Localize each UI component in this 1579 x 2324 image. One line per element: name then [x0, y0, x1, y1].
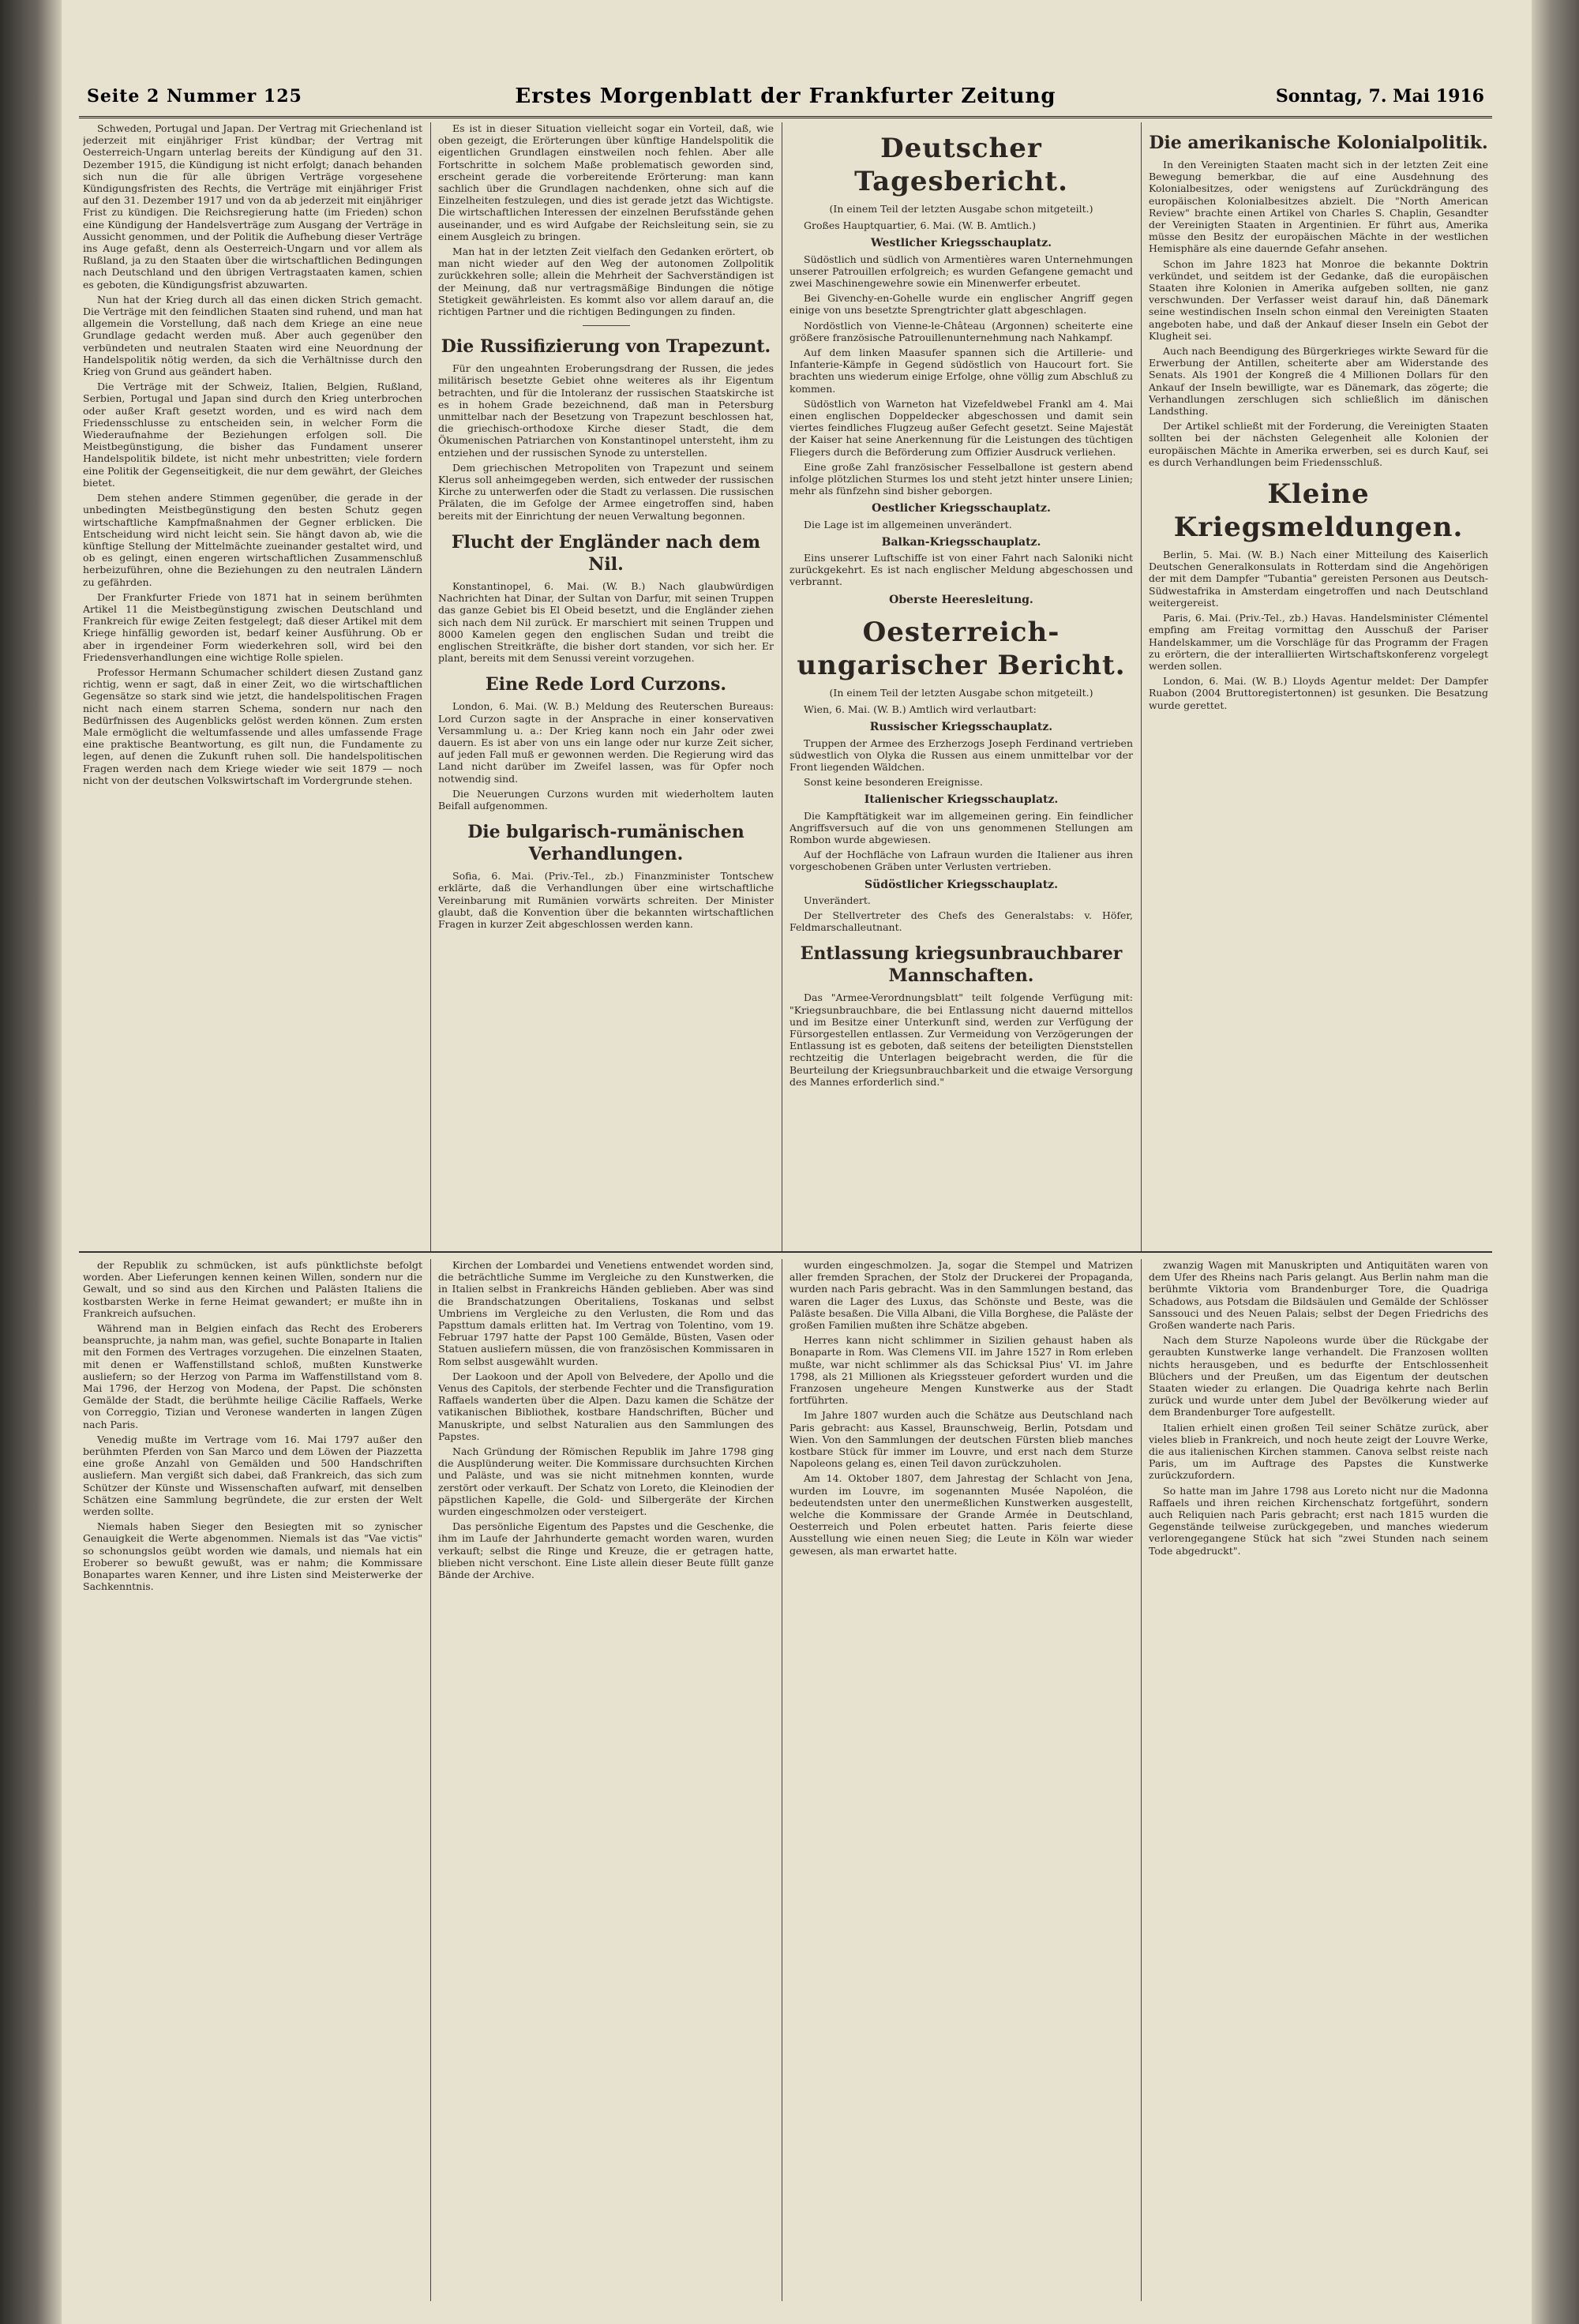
- issue-date: Sonntag, 7. Mai 1916: [1275, 86, 1484, 107]
- headline-bulgarisch: Die bulgarisch-rumänischen Verhandlungen.: [467, 822, 744, 865]
- dateline: Großes Hauptquartier, 6. Mai. (W. B. Amtlich.): [804, 219, 1037, 232]
- article-paragraph: Im Jahre 1807 wurden auch die Schätze aus Deutschland nach Paris gebracht: aus Kassel, Braunschweig, Berlin, Potsdam und Wien. Von den Sammlungen der deutschen Fürsten blieb manches kostbare Stück für immer im Louvre, und erst nach dem Sturze Napoleons gelang es, einen Teil davon zurückzuholen.: [790, 1409, 1133, 1470]
- article-paragraph: Man hat in der letzten Zeit vielfach den Gedanken erörtert, ob man nicht wieder auf den Weg der autonomen Zollpolitik zurückkehren solle; allein die Mehrheit der Sachverständigen ist der Meinung, daß nur vertragsmäßige Bindungen die nötige Stetigkeit gewährleisten. Es kommt also vor allem darauf an, die richtigen Partner und die richtigen Bedingungen zu finden.: [438, 246, 774, 318]
- article-paragraph: Auch nach Beendigung des Bürgerkrieges wirkte Seward für die Erwerbung der Antillen, scheiterte aber am Widerstande des Senats. Als 1901 der Kongreß die 4 Millionen Dollars für den Ankauf der Inseln bewilligte, war es Dänemark, das zögerte; die Verhandlungen zerschlugen sich schließlich im dänischen Landsthing.: [1149, 345, 1488, 418]
- page-number: Seite 2 Nummer 125: [87, 86, 302, 107]
- column-rule: [1141, 122, 1142, 1251]
- article-paragraph: Schweden, Portugal und Japan. Der Vertrag mit Griechenland ist jederzeit mit einjähriger Frist kündbar; der Vertrag mit Oesterreich-Ungarn unterlag bereits der Kündigung auf den 31. Dezember 1915, die Kündigung ist nicht erfolgt; danach behanden sich nun die für alle übrigen Verträge vorgesehene Kündigungsfristen des Rechts, die Verträge mit einjähriger Frist auf den 31. Dezember 1917 und von da ab jederzeit mit einjähriger Frist zu kündigen. Die Reichsregierung hatte (im Frieden) schon eine Kündigung der Handelsverträge zum Ausgang der Verträge in Aussicht genommen, und der Politik die Aufhebung dieser Verträge ins Auge gefaßt, denn als Oesterreich-Ungarn und vor allem als Rußland, ja zu den Staaten über die wirtschaftlichen Bedingungen nach Deutschland und den übrigen Vertragstaaten kamen, schien es geboten, die Kündigungsfrist abzuwarten.: [83, 122, 422, 290]
- article-paragraph: Professor Hermann Schumacher schildert diesen Zustand ganz richtig, wenn er sagt, daß in einer Zeit, wo die wirtschaftlichen Gegensätze so stark sind wie jetzt, die handelspolitischen Fragen nicht nach einem starren Schema, sondern nur nach den Bedürfnissen des Augenblicks gelöst werden können. Zum ersten Male ermöglicht die weltumfassende und alles umfassende Frage eine praktische Beantwortung, es gilt nun, die Fundamente zu legen, auf denen die Zukunft ruhen soll. Die handelspolitischen Fragen werden nach dem Kriege wieder wie seit 1879 — noch nicht von der deutschen Volkswirtschaft im Vordergrunde stehen.: [83, 665, 422, 786]
- section-russisch: Russischer Kriegsschauplatz.: [869, 721, 1053, 734]
- article-paragraph: Nach Gründung der Römischen Republik im Jahre 1798 ging die Ausplünderung weiter. Die Kommissare durchsuchten Kirchen und Paläste, und was sie nicht mitnehmen konnten, wurde zerstört oder verkauft. Der Schatz von Loreto, die Kleinodien der päpstlichen Kapelle, die Gold- und Silbergeräte der Kirchen wurden eingeschmolzen oder versteigert.: [438, 1445, 774, 1518]
- article-paragraph: Für den ungeahnten Eroberungsdrang der Russen, die jedes militärisch besetzte Gebiet ohne weiteres als ihr Eigentum betrachten, und für die Intoleranz der russischen Staatskirche ist es in hohem Grade bezeichnend, daß man in Petersburg unmittelbar nach der Besetzung von Trapezunt beschlossen hat, die griechisch-orthodoxe Kirche dieser Stadt, die dem Ökumenischen Patriarchen von Konstantinopel untersteht, ihm zu entziehen und der russischen Synode zu unterstellen.: [438, 362, 774, 459]
- feuilleton-rule: [79, 1251, 1492, 1253]
- article-paragraph: Südöstlich und südlich von Armentières waren Unternehmungen unserer Patrouillen erfolgreich; es wurden Gefangene gemacht und zwei Maschinengewehre sowie ein Minenwerfer erbeutet.: [790, 253, 1133, 290]
- article-paragraph: Schon im Jahre 1823 hat Monroe die bekannte Doktrin verkündet, und seitdem ist der Gedanke, daß die europäischen Staaten ihre Kolonien in Amerika aufgeben sollten, nie ganz verschwunden. Der Verfasser weist darauf hin, daß Dänemark seine westindischen Inseln schon einmal den Vereinigten Staaten angeboten habe, und daß der Ankauf dieser Inseln ein Gebot der Klugheit sei.: [1149, 257, 1488, 342]
- newspaper-sheet: [79, 75, 1492, 2317]
- signature: Oberste Heeresleitung.: [889, 593, 1033, 606]
- article-paragraph: der Republik zu schmücken, ist aufs pünktlichste befolgt worden. Aber Lieferungen kennen keinen Willen, sondern nur die Gewalt, und so sind aus den Kirchen und Palästen Italiens die kostbarsten Werke in ferne Heimat gewandert; er mußte ihn in Frankreich aufsuchen.: [83, 1259, 422, 1319]
- article-paragraph: Die Neuerungen Curzons wurden mit wiederholtem lauten Beifall aufgenommen.: [438, 787, 774, 812]
- article-paragraph: Sonst keine besonderen Ereignisse.: [804, 776, 983, 789]
- article-paragraph: Die Lage ist im allgemeinen unverändert.: [804, 518, 1012, 530]
- column-4: [1149, 122, 1488, 1243]
- article-paragraph: Der Frankfurter Friede von 1871 hat in seinem berühmten Artikel 11 die Meistbegünstigung zwischen Deutschland und Frankreich für ewige Zeiten festgelegt; daß dieser Artikel mit dem Kriege hinfällig geworden ist, bedarf keiner Ausführung. Ob er aber in irgendeiner Form wiederkehren soll, wird bei den Friedensverhandlungen eine wichtige Rolle spielen.: [83, 590, 422, 663]
- newspaper-title: Erstes Morgenblatt der Frankfurter Zeitung: [515, 84, 1056, 108]
- headline-tagesbericht: Deutscher Tagesbericht.: [854, 133, 1068, 197]
- article-paragraph: Der Laokoon und der Apoll von Belvedere, der Apollo und die Venus des Capitols, der sterbende Fechter und die Transfiguration Raffaels wanderten über die Alpen. Dazu kamen die Schätze der vatikanischen Bibliothek, kostbare Handschriften, Bücher und Manuskripte, und selbst Naturalien aus den Sammlungen des Papstes.: [438, 1370, 774, 1442]
- article-paragraph: Das persönliche Eigentum des Papstes und die Geschenke, die ihm im Laufe der Jahrhunderte gemacht worden waren, wurden verkauft; selbst die Ringe und Kreuze, die er getragen hatte, blieben nicht verschont. Eine Liste allein dieser Beute füllt ganze Bände der Archive.: [438, 1520, 774, 1581]
- article-paragraph: Nordöstlich von Vienne-le-Château (Argonnen) scheiterte eine größere französische Patrouillenunternehmung nach Nahkampf.: [790, 319, 1133, 343]
- article-paragraph: Paris, 6. Mai. (Priv.-Tel., zb.) Havas. Handelsminister Clémentel empfing am Freitag vormittag den Ausschuß der Pariser Handelskammer, um die Vorschläge für das Programm der Fragen zu erörtern, die der interalliierten Wirtschaftskonferenz vorgelegt werden sollen.: [1149, 612, 1488, 672]
- article-paragraph: Kirchen der Lombardei und Venetiens entwendet worden sind, die beträchtliche Summe im Vergleiche zu den Kunstwerken, die in Italien selbst in Frankreichs Händen geblieben. Aber was sind die Brandschatzungen Oberitaliens, Toskanas und selbst Umbriens im Vergleiche zu den Verlusten, die Rom und das Papsttum damals erlitten hat. Im Vertrag von Tolentino, vom 19. Februar 1797 hatte der Papst 100 Gemälde, Büsten, Vasen oder Statuen ausliefern müssen, die von französischen Kommissaren in Rom selbst ausgewählt wurden.: [438, 1259, 774, 1367]
- section-balkan: Balkan-Kriegsschauplatz.: [881, 535, 1041, 549]
- headline-oesterreich: Oesterreich-ungarischer Bericht.: [797, 616, 1126, 681]
- article-paragraph: Nun hat der Krieg durch all das einen dicken Strich gemacht. Die Verträge mit den feindlichen Staaten sind ruhend, und man hat allgemein die Vorstellung, daß nach dem Kriege an eine neue Grundlage gedacht werden muß. Aber auch gegenüber den verbündeten und neutralen Staaten wird eine Neuordnung der Handelspolitik nötig werden, da sich die Verhältnisse durch den Krieg von Grund aus geändert haben.: [83, 293, 422, 378]
- article-paragraph: Berlin, 5. Mai. (W. B.) Nach einer Mitteilung des Kaiserlich Deutschen Generalkonsulats in Rotterdam sind die Angehörigen der mit dem Dampfer "Tubantia" gereisten Personen aus Deutsch-Südwestafrika in Amsterdam eingetroffen und nach Deutschland weitergereist.: [1149, 549, 1488, 609]
- article-paragraph: So hatte man im Jahre 1798 aus Loreto nicht nur die Madonna Raffaels und ihren reichen Kirchenschatz fortgeführt, sondern auch Reliquien nach Paris gebracht; erst nach 1815 wurden die Gegenstände teilweise zurückgegeben, und manches wiederum verlorengegangene Stück hat sich "zwei Stunden nach seinem Tode abgedruckt".: [1149, 1484, 1488, 1557]
- article-paragraph: Die Verträge mit der Schweiz, Italien, Belgien, Rußland, Serbien, Portugal und Japan sind durch den Krieg unterbrochen oder außer Kraft gesetzt worden, und es wird nach dem Friedensschlusse zu entscheiden sein, in welcher Form die Wiederaufnahme der Beziehungen erfolgen soll. Die Meistbegünstigung, die bisher das Fundament unserer Handelspolitik bildete, ist nicht mehr unbestritten; viele fordern eine Politik der Gegenseitigkeit, die nur dem gewährt, der Gleiches bietet.: [83, 380, 422, 489]
- article-paragraph: Südöstlich von Warneton hat Vizefeldwebel Frankl am 4. Mai einen englischen Doppeldecker abgeschossen und damit sein viertes feindliches Flugzeug außer Gefecht gesetzt. Seine Majestät der Kaiser hat seine Anerkennung für die Leistungen des tüchtigen Fliegers durch die Beförderung zum Offizier Ausdruck verliehen.: [790, 397, 1133, 458]
- masthead: [79, 84, 1492, 118]
- article-paragraph: Am 14. Oktober 1807, dem Jahrestag der Schlacht von Jena, wurden im Louvre, im sogenannten Musée Napoléon, die bedeutendsten unter den unermeßlichen Kunstwerken ausgestellt, welche die Kommissare der Grande Armée in Deutschland, Oesterreich und Polen erbeutet hatten. Paris feierte diese Ausstellung wie einen neuen Sieg; die Leute in Köln war wieder gewesen, als man erwartet hatte.: [790, 1472, 1133, 1557]
- section-suedost: Südöstlicher Kriegsschauplatz.: [864, 878, 1058, 891]
- subline: (In einem Teil der letzten Ausgabe schon mitgeteilt.): [829, 203, 1093, 215]
- column-rule: [430, 1259, 431, 2301]
- article-paragraph: Herres kann nicht schlimmer in Sizilien gehaust haben als Bonaparte in Rom. Was Clemens VII. im Jahre 1527 in Rom erleben mußte, war nicht schlimmer als das Schicksal Pius' VI. im Jahre 1798, als 21 Millionen als Kriegssteuer gefordert wurden und die Franzosen ungeheure Mengen Kunstwerke aus der Stadt fortführten.: [790, 1334, 1133, 1407]
- binding-gutter: [0, 0, 62, 2324]
- article-paragraph: Italien erhielt einen großen Teil seiner Schätze zurück, aber vieles blieb in Frankreich, und noch heute zeigt der Louvre Werke, die aus italienischen Kirchen stammen. Canova selbst reiste nach Paris, um im Auftrage des Papstes die Kunstwerke zurückzufordern.: [1149, 1421, 1488, 1482]
- article-paragraph: Während man in Belgien einfach das Recht des Eroberers beanspruchte, ja nahm man, was gefiel, suchte Bonaparte in Italien mit den Formen des Vertrages vorzugehen. Die einzelnen Staaten, mit denen er Waffenstillstand schloß, mußten Kunstwerke ausliefern; so der Herzog von Parma im Waffenstillstand vom 8. Mai 1796, der Herzog von Modena, der Papst. Die schönsten Gemälde der Stadt, die berühmte heilige Cäcilie Raffaels, Werke von Correggio, Tizian und Veronese wanderten in langen Zügen nach Paris.: [83, 1322, 422, 1430]
- headline-curzon: Eine Rede Lord Curzons.: [485, 674, 727, 695]
- page-edge: [1532, 0, 1579, 2324]
- article-paragraph: Bei Givenchy-en-Gohelle wurde ein englischer Angriff gegen einige von uns besetzte Sprengtrichter glatt abgeschlagen.: [790, 292, 1133, 317]
- section-italien: Italienischer Kriegsschauplatz.: [864, 793, 1059, 807]
- article-paragraph: zwanzig Wagen mit Manuskripten und Antiquitäten waren von dem Ufer des Rheins nach Paris gelangt. Aus Berlin nahm man die berühmte Viktoria vom Brandenburger Tore, die Quadriga Schadows, aus Potsdam die Bildsäulen und Gemälde der Schlösser Sanssouci und des Neuen Palais; selbst der Degen Friedrichs des Großen wanderte nach Paris.: [1149, 1259, 1488, 1332]
- column-1: [83, 122, 422, 1243]
- feuilleton-column-3: [790, 1259, 1133, 2293]
- headline-kriegsmeldungen: Kleine Kriegsmeldungen.: [1173, 478, 1464, 544]
- article-paragraph: Die Kampftätigkeit war im allgemeinen gering. Ein feindlicher Angriffsversuch auf die von uns genommenen Stellungen am Rombon wurde abgewiesen.: [790, 809, 1133, 845]
- feuilleton-column-2: [438, 1259, 774, 2293]
- feuilleton-column-1: [83, 1259, 422, 2293]
- article-paragraph: Sofia, 6. Mai. (Priv.-Tel., zb.) Finanzminister Tontschew erklärte, daß die Verhandlungen über eine wirtschaftliche Vereinbarung mit Rumänien vorwärts schreiten. Der Minister glaubt, daß die Konvention über die bekannten wirtschaftlichen Fragen in kurzer Zeit abgeschlossen werden kann.: [438, 870, 774, 930]
- article-paragraph: Es ist in dieser Situation vielleicht sogar ein Vorteil, daß, wie oben gezeigt, die Erörterungen über künftige Handelspolitik die eigentlichen Grundlagen einstweilen noch fehlen. Aber alle Fortschritte in solchem Maße problematisch geworden sind, erscheint gerade die vorbereitende Erörterung: man kann sachlich über die Grundlagen nachdenken, ohne sich auf die Einzelheiten festzulegen, und dies ist gerade jetzt das Wichtigste. Die wirtschaftlichen Interessen der einzelnen Berufsstände gehen auseinander, und es wird Aufgabe der Reichsleitung sein, sie zu einem Ausgleich zu bringen.: [438, 122, 774, 242]
- article-paragraph: Eine große Zahl französischer Fesselballone ist gestern abend infolge plötzlichen Sturmes los und steht jetzt hinter unsere Linien; mehr als fünfzehn sind bisher geborgen.: [790, 460, 1133, 497]
- section-west: Westlicher Kriegsschauplatz.: [870, 237, 1052, 250]
- article-paragraph: Der Artikel schließt mit der Forderung, die Vereinigten Staaten sollten bei der nächsten Gelegenheit alle Kolonien der europäischen Mächte in Amerika erwerben, sei es durch Kauf, sei es durch Verhandlungen beim Friedensschluß.: [1149, 420, 1488, 468]
- article-paragraph: Konstantinopel, 6. Mai. (W. B.) Nach glaubwürdigen Nachrichten hat Dinar, der Sultan von Darfur, mit seinen Truppen das ganze Gebiet bis El Obeid besetzt, und die Engländer ziehen sich nach dem Nil zurück. Er marschiert mit seinen Truppen und 8000 Kamelen gegen den englischen Sudan und treibt die englischen Streitkräfte, die bisher dort standen, vor sich her. Er plant, bereits mit dem Senussi vereint vorzugehen.: [438, 579, 774, 665]
- article-paragraph: Nach dem Sturze Napoleons wurde über die Rückgabe der geraubten Kunstwerke lange verhandelt. Die Franzosen wollten nichts herausgeben, und es bedurfte der Entschlossenheit Blüchers und der Preußen, um das Eigentum der deutschen Staaten wieder zu erlangen. Die Quadriga kehrte nach Berlin zurück und wurde unter dem Jubel der Bevölkerung wieder auf dem Brandenburger Tore aufgestellt.: [1149, 1334, 1488, 1419]
- article-paragraph: wurden eingeschmolzen. Ja, sogar die Stempel und Matrizen aller fremden Sprachen, der Stolz der Druckerei der Propaganda, wurden nach Paris gebracht. Was in den Sammlungen bestand, das waren die Lager des Luxus, das Schönste und Beste, was die Paläste besaßen. Die Villa Albani, die Villa Borghese, die Paläste der großen Familien mußten ihre Schätze abgeben.: [790, 1259, 1133, 1332]
- column-rule: [430, 122, 431, 1251]
- article-paragraph: Truppen der Armee des Erzherzogs Joseph Ferdinand vertrieben südwestlich von Olyka die Russen aus einem unmittelbar vor der Front liegenden Wäldchen.: [790, 737, 1133, 773]
- column-2: [438, 122, 774, 1243]
- signature: Der Stellvertreter des Chefs des Generalstabs: v. Höfer, Feldmarschalleutnant.: [790, 909, 1133, 934]
- article-paragraph: Auf dem linken Maasufer spannen sich die Artillerie- und Infanterie-Kämpfe in Gegend südöstlich von Haucourt fort. Sie brachten uns wiederum einige Erfolge, ohne völlig zum Abschluß zu kommen.: [790, 347, 1133, 395]
- separator: [583, 325, 630, 326]
- headline-entlassung: Entlassung kriegsunbrauchbarer Mannschaften.: [800, 943, 1123, 987]
- article-paragraph: Eins unserer Luftschiffe ist von einer Fahrt nach Saloniki nicht zurückgekehrt. Es ist nach englischer Meldung abgeschossen und verbrannt.: [790, 552, 1133, 588]
- article-paragraph: London, 6. Mai. (W. B.) Lloyds Agentur meldet: Der Dampfer Ruabon (2004 Bruttoregistertonnen) ist gesunken. Die Besatzung wurde gerettet.: [1149, 675, 1488, 711]
- headline-trapezunt: Die Russifizierung von Trapezunt.: [441, 336, 771, 358]
- article-paragraph: Niemals haben Sieger den Besiegten mit so zynischer Genauigkeit die Werte abgenommen. Niemals ist das "Vae victis" so schonungslos geübt worden wie damals, und niemals hat ein Eroberer so bewußt gewußt, was er nahm; die Kommissare Bonapartes waren Kenner, und ihre Listen sind Meisterwerke der Sachkenntnis.: [83, 1520, 422, 1593]
- article-paragraph: In den Vereinigten Staaten macht sich in der letzten Zeit eine Bewegung bemerkbar, die auf eine Ausdehnung des Kolonialbesitzes, oder wenigstens auf Zurückdrängung des europäischen Kolonialbesitzes abzielt. Die "North American Review" brachte einen Artikel von Charles S. Chaplin, Gesandter der Vereinigten Staaten in Argentinien. Er führt aus, Amerika müsse den Besitz der europäischen Mächte in der westlichen Hemisphäre als eine dauernde Gefahr ansehen.: [1149, 159, 1488, 255]
- article-paragraph: Dem stehen andere Stimmen gegenüber, die gerade in der unbedingten Meistbegünstigung den besten Schutz gegen wirtschaftliche Kampfmaßnahmen der Gegner erblicken. Die Entscheidung wird nicht leicht sein. Sie hängt davon ab, wie die künftige Stellung der Mittelmächte zueinander gestaltet wird, und ob es gelingt, einen engeren wirtschaftlichen Zusammenschluß herbeizuführen, ohne die Beziehungen zu den neutralen Ländern zu gefährden.: [83, 492, 422, 588]
- column-rule: [1141, 1259, 1142, 2301]
- column-3: [790, 122, 1133, 1243]
- feuilleton-column-4: [1149, 1259, 1488, 2293]
- article-paragraph: Venedig mußte im Vertrage vom 16. Mai 1797 außer den berühmten Pferden von San Marco und dem Löwen der Piazzetta eine große Anzahl von Gemälden und 500 Handschriften ausliefern. Man vergißt sich dabei, daß Frankreich, das sich zum Schützer der Künste und Wissenschaften aufwarf, mit denselben Schätzen eine Sammlung begründete, die zur ersten der Welt werden sollte.: [83, 1433, 422, 1518]
- article-paragraph: Unverändert.: [804, 894, 871, 906]
- dateline: Wien, 6. Mai. (W. B.) Amtlich wird verlautbart:: [804, 703, 1037, 716]
- subline: (In einem Teil der letzten Ausgabe schon mitgeteilt.): [829, 686, 1093, 699]
- article-paragraph: Das "Armee-Verordnungsblatt" teilt folgende Verfügung mit: "Kriegsunbrauchbare, die bei Entlassung nicht dauernd mittellos und im Besitze einer Unterkunft sind, werden zur Verfügung der Fürsorgestellen entlassen. Zur Vermeidung von Verzögerungen der Entlassung ist es geboten, daß seitens der beteiligten Dienststellen rechtzeitig die Unterlagen beigebracht werden, die für die Beurteilung der Kriegsunbrauchbarkeit und die etwaige Versorgung des Mannes erforderlich sind.": [790, 991, 1133, 1088]
- article-paragraph: Auf der Hochfläche von Lafraun wurden die Italiener aus ihren vorgeschobenen Gräben unter Verlusten vertrieben.: [790, 849, 1133, 873]
- section-ost: Oestlicher Kriegsschauplatz.: [872, 502, 1051, 515]
- article-paragraph: Dem griechischen Metropoliten von Trapezunt und seinem Klerus soll anheimgegeben werden, sich entweder der russischen Kirche zu unterwerfen oder die Stadt zu verlassen. Die russischen Prälaten, die im Gefolge der Armee eingetroffen sind, haben bereits mit der Einrichtung der neuen Verwaltung begonnen.: [438, 461, 774, 522]
- headline-flucht: Flucht der Engländer nach dem Nil.: [451, 531, 761, 575]
- headline-kolonialpolitik: Die amerikanische Kolonialpolitik.: [1149, 133, 1488, 153]
- article-paragraph: London, 6. Mai. (W. B.) Meldung des Reuterschen Bureaus: Lord Curzon sagte in der Ansprache in einer konservativen Versammlung u. a.: Der Krieg kann noch ein Jahr oder zwei dauern. Es ist aber von uns ein lange oder nur kurze Zeit sicher, auf jeden Fall muß er gewonnen werden. Die Regierung wird das Land nicht darüber im Zweifel lassen, was für Opfer noch notwendig sind.: [438, 700, 774, 785]
